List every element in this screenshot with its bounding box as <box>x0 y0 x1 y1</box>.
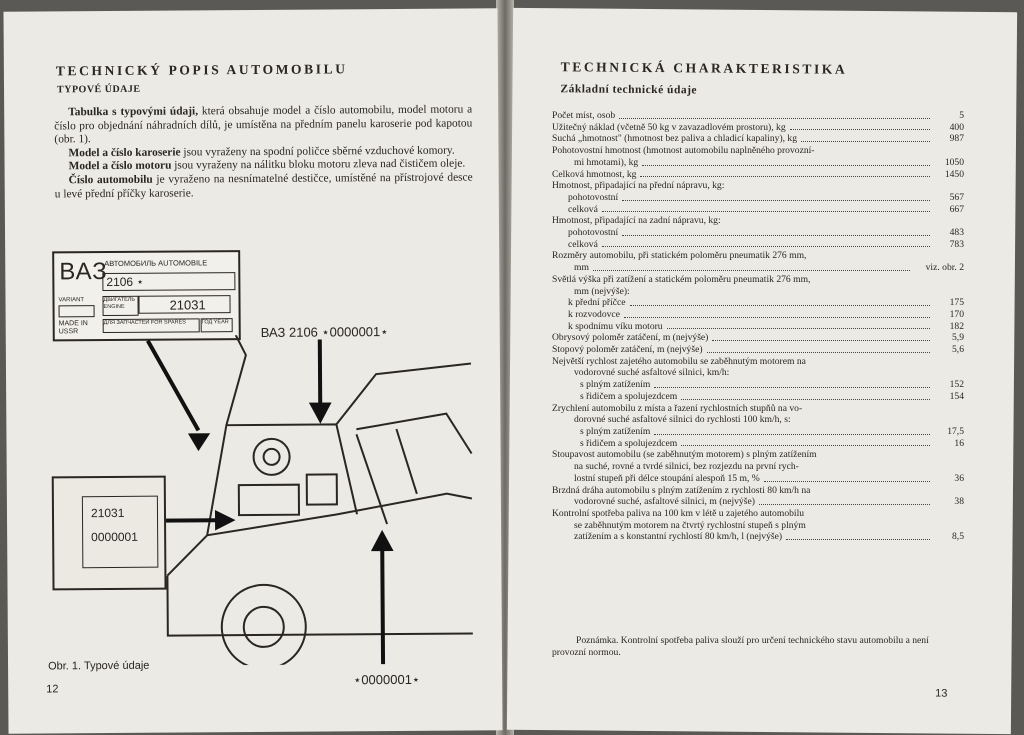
spec-label: k přední příčce <box>568 297 626 309</box>
spec-row <box>552 274 964 286</box>
spec-row <box>552 367 964 379</box>
leader-dots <box>619 118 930 119</box>
spec-row <box>552 157 964 169</box>
plate-logo: ВАЗ <box>59 258 108 286</box>
plate-parts-label: ДЛЯ ЗАПЧАСТЕЙ FOR SPARES <box>103 318 200 333</box>
spec-row <box>552 180 964 192</box>
spec-row <box>552 122 964 134</box>
spec-label: se zaběhnutým motorem na čtvrtý rychlostní stupeň s plným <box>574 519 806 531</box>
spec-row <box>552 414 964 426</box>
leader-dots <box>602 246 930 247</box>
plate-model-field: 2106 ⋆ <box>102 272 235 291</box>
spec-row <box>552 403 964 415</box>
spec-row <box>552 297 964 309</box>
leader-dots <box>764 481 930 482</box>
engine-plate-detail <box>52 476 167 591</box>
paragraph-lead: Tabulka s typovými údaji, <box>68 105 199 119</box>
spec-row <box>552 321 964 333</box>
spec-value: 154 <box>949 390 964 402</box>
paragraph-text: jsou vyraženy na nálitku bloku motoru zleva nad čističem oleje. <box>171 157 466 172</box>
intro-paragraph <box>54 103 472 147</box>
spec-value: 1050 <box>944 156 964 168</box>
spec-label: Stopový poloměr zatáčení, m (nejvýše) <box>552 344 703 356</box>
paragraph-lead: Číslo automobilu <box>68 173 153 187</box>
spec-row <box>552 332 964 344</box>
leader-dots <box>622 235 930 236</box>
plate-variant-label: VARIANT <box>58 297 85 304</box>
spec-value: 38 <box>954 496 964 508</box>
leader-dots <box>630 305 930 306</box>
leader-dots <box>790 129 930 130</box>
leader-dots <box>654 434 930 435</box>
page-title: TECHNICKÁ CHARAKTERISTIKA <box>560 59 848 77</box>
paragraph-text: která obsahuje model a číslo automobilu, model motoru a číslo pro objednání náhradních dílů, je umístěna na předním panelu karoserie pod kapotou (obr. 1). <box>54 103 473 146</box>
spec-row <box>552 438 964 450</box>
spec-label: Obrysový poloměr zatáčení, m (nejvýše) <box>552 332 709 344</box>
spec-label: celková <box>568 203 598 215</box>
spec-label: mm (nejvýše): <box>574 285 630 297</box>
spec-row <box>552 215 964 227</box>
spec-row <box>552 250 964 262</box>
spec-value: 5,6 <box>952 344 964 356</box>
plate-engine-label: ДВИГАТЕЛЬ ENGINE <box>102 296 138 316</box>
spec-row <box>552 356 964 368</box>
spec-label: zatížením a s konstantní rychlostí 80 km/h, l (nejvýše) <box>574 531 783 543</box>
spec-label: Zrychlení automobilu z místa a řazení rychlostních stupňů na vo- <box>552 402 803 414</box>
figure-caption: Obr. 1. Typové údaje <box>48 659 150 673</box>
spec-row <box>552 531 964 543</box>
spec-label: pohotovostní <box>568 227 619 239</box>
spec-value: 8,5 <box>952 531 964 543</box>
spec-label: Brzdná dráha automobilu s plným zatížením z rychlosti 80 km/h na <box>552 484 811 496</box>
plate-variant-box <box>59 305 95 317</box>
spec-row <box>552 239 964 251</box>
spec-label: Stoupavost automobilu (se zaběhnutým motorem) s plným zatížením <box>552 449 817 461</box>
spec-label: k rozvodovce <box>568 308 620 320</box>
left-page <box>3 8 502 733</box>
plate-made-label: MADE IN USSR <box>58 320 88 336</box>
spec-list <box>552 110 964 543</box>
spec-value: viz. obr. 2 <box>925 262 964 274</box>
spec-row <box>552 496 964 508</box>
intro-paragraph <box>55 171 473 201</box>
paragraph-lead: Model a číslo karoserie <box>68 146 181 160</box>
body-number-label: ВАЗ 2106 ⋆0000001⋆ <box>260 324 389 340</box>
section-subtitle: Základní technické údaje <box>560 83 698 97</box>
spec-row <box>552 145 964 157</box>
spec-label: vodorovné suché asfaltové silnici, km/h: <box>574 367 730 379</box>
spec-row <box>552 379 964 391</box>
page-number-left: 12 <box>46 683 59 696</box>
spec-row <box>552 508 964 520</box>
leader-dots <box>681 445 930 446</box>
pointer-arrows <box>136 334 398 676</box>
leader-dots <box>707 352 930 353</box>
spec-value: 400 <box>949 121 964 133</box>
spec-label: Hmotnost, připadající na zadní nápravu, kg: <box>552 215 721 227</box>
page-title: TECHNICKÝ POPIS AUTOMOBILU <box>55 61 348 79</box>
spec-value: 5,9 <box>952 332 964 344</box>
spec-label: Užitečný náklad (včetně 50 kg v zavazadlovém prostoru), kg <box>552 121 786 133</box>
type-plate <box>52 250 241 341</box>
spec-label: s řidičem a spolujezdcem <box>580 390 678 402</box>
spec-row <box>552 110 964 122</box>
spec-row <box>552 286 964 298</box>
spec-label: Celková hmotnost, kg <box>552 168 637 180</box>
spec-row <box>552 133 964 145</box>
spec-value: 667 <box>949 203 964 215</box>
engine-model-number: 21031 <box>90 505 125 521</box>
spec-value: 152 <box>949 379 964 391</box>
leader-dots <box>759 504 930 505</box>
leader-dots <box>622 200 930 201</box>
leader-dots <box>667 328 930 329</box>
spec-label: Světlá výška při zatížení a statickém poloměru pneumatik 276 mm, <box>552 273 811 285</box>
spec-label: s plným zatížením <box>580 425 651 437</box>
spec-row <box>552 473 964 485</box>
spec-label: k spodnímu víku motoru <box>568 320 663 332</box>
spec-value: 182 <box>949 320 964 332</box>
spec-row <box>552 391 964 403</box>
spec-row <box>552 227 964 239</box>
spec-label: pohotovostní <box>568 191 619 203</box>
spec-row <box>552 426 964 438</box>
leader-dots <box>681 399 930 400</box>
spec-value: 987 <box>949 133 964 145</box>
page-number-right: 13 <box>935 687 948 700</box>
engine-serial-number: 0000001 <box>91 529 138 545</box>
spec-label: Rozměry automobilu, při statickém poloměru pneumatik 276 mm, <box>552 250 807 262</box>
plate-year-label: ГОД YEAR <box>201 318 233 332</box>
section-subtitle: TYPOVÉ ÚDAJE <box>56 83 141 96</box>
spec-row <box>552 204 964 216</box>
arrow-to-plate <box>148 340 199 430</box>
spec-row <box>552 461 964 473</box>
spec-label: mm <box>574 262 589 274</box>
spec-row <box>552 262 964 274</box>
paragraph-text: je vyraženo na nesnímatelné destičce, umístěné na přístrojové desce u levé přední příčky karoserie. <box>54 171 473 200</box>
spec-row <box>552 192 964 204</box>
plate-header: АВТОМОБИЛЬ AUTOMOBILE <box>104 258 208 269</box>
leader-dots <box>712 340 930 341</box>
plate-engine-value: 21031 <box>138 295 230 314</box>
leader-dots <box>602 211 930 212</box>
spec-label: s řidičem a spolujezdcem <box>580 437 678 449</box>
spec-value: 17,5 <box>947 425 964 437</box>
leader-dots <box>640 176 930 177</box>
arrow-to-cowl <box>382 549 383 664</box>
leader-dots <box>654 387 930 388</box>
spec-value: 483 <box>949 227 964 239</box>
spec-label: dorovné suché asfaltové silnici do rychlosti 100 km/h, s: <box>574 414 791 426</box>
spec-label: Pohotovostní hmotnost (hmotnost automobilu naplněného provozní- <box>552 145 815 157</box>
spec-label: vodorovné suché, asfaltové silnici, m (nejvýše) <box>574 496 755 508</box>
leader-dots <box>593 270 910 271</box>
spec-value: 175 <box>949 297 964 309</box>
leader-dots <box>624 317 930 318</box>
intro-text <box>54 103 473 201</box>
leader-dots <box>801 141 930 142</box>
spec-row <box>552 520 964 532</box>
spec-value: 16 <box>954 437 964 449</box>
spec-row <box>552 344 964 356</box>
leader-dots <box>642 165 930 166</box>
spec-label: s plným zatížením <box>580 379 651 391</box>
spec-label: Největší rychlost zajetého automobilu se zaběhnutým motorem na <box>552 355 806 367</box>
leader-dots <box>786 539 930 540</box>
spec-value: 783 <box>949 238 964 250</box>
spec-value: 5 <box>959 110 964 121</box>
footnote: Poznámka. Kontrolní spotřeba paliva slouží pro určení technického stavu automobilu a není provozní normou. <box>552 635 929 658</box>
spec-value: 36 <box>954 472 964 484</box>
paragraph-lead: Model a číslo motoru <box>68 159 172 173</box>
paragraph-text: jsou vyraženy na spodní poličce sběrné vzduchové komory. <box>180 144 455 159</box>
spec-label: celková <box>568 238 598 250</box>
bottom-number-label: ⋆0000001⋆ <box>353 671 421 688</box>
spec-row <box>552 309 964 321</box>
spec-label: Kontrolní spotřeba paliva na 100 km v létě u zajetého automobilu <box>552 507 805 519</box>
spec-value: 170 <box>949 308 964 320</box>
spec-label: Počet míst, osob <box>552 110 616 121</box>
spec-label: Hmotnost, připadající na přední nápravu, kg: <box>552 180 725 192</box>
spec-label: mi hmotami), kg <box>574 156 639 168</box>
spec-row <box>552 485 964 497</box>
spec-label: na suché, rovné a tvrdé silnici, bez rozjezdu na první rych- <box>574 461 799 473</box>
spec-label: Suchá „hmotnost" (hmotnost bez paliva a chladicí kapaliny), kg <box>552 133 798 145</box>
spec-value: 1450 <box>944 168 964 180</box>
spec-value: 567 <box>949 191 964 203</box>
spec-row <box>552 169 964 181</box>
spec-label: lostní stupeň při délce stoupání alespoň 15 m, % <box>574 472 760 484</box>
spec-row <box>552 449 964 461</box>
